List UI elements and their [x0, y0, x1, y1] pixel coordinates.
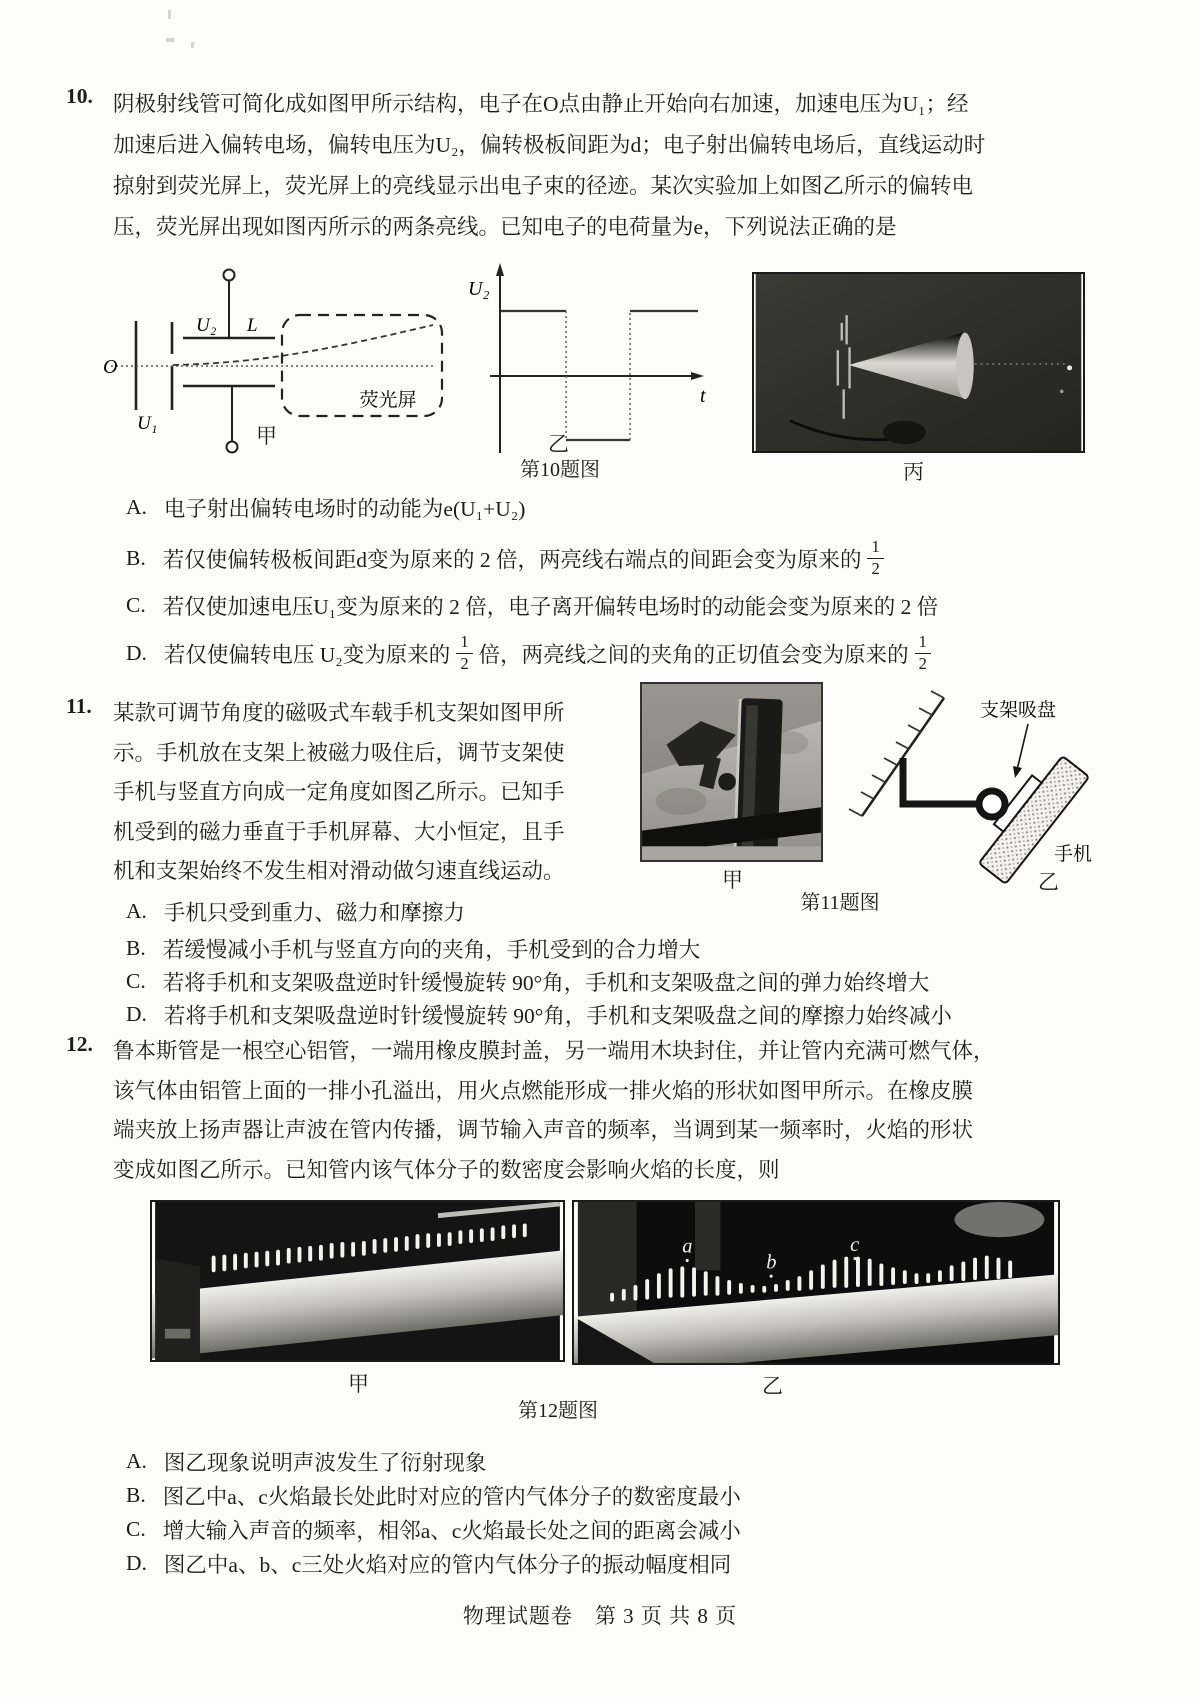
q10-sublabel-jia: 甲 — [256, 424, 277, 448]
option-text: 若将手机和支架吸盘逆时针缓慢旋转 90°角，手机和支架吸盘之间的弹力始终增大 — [162, 971, 930, 995]
question-10-stem — [66, 84, 1156, 248]
option-text: 电子射出偏转电场时的动能为e(U₁+U₂) — [163, 497, 526, 521]
scan-speck — [166, 38, 174, 42]
stem-line: 机和支架始终不发生相对滑动做匀速直线运动。 — [113, 859, 565, 883]
q12-sublabel-jia: 甲 — [348, 1372, 369, 1396]
q12-sublabel-yi: 乙 — [762, 1374, 783, 1398]
y-axis-arrow — [496, 263, 504, 276]
option-text: 图乙现象说明声波发生了衍射现象 — [163, 1451, 487, 1475]
q11-sublabel-yi: 乙 — [1038, 870, 1059, 894]
q10-figure-yi-voltage-graph — [452, 255, 724, 460]
option-text: 若将手机和支架吸盘逆时针缓慢旋转 90°角，手机和支架吸盘之间的摩擦力始终减小 — [163, 1004, 952, 1028]
bracket-label: 支架吸盘 — [980, 700, 1057, 721]
q11-option-c: C. 若将手机和支架吸盘逆时针缓慢旋转 90°角，手机和支架吸盘之间的弹力始终增大 — [126, 966, 929, 997]
stem-line: 手机与竖直方向成一定角度如图乙所示。已知手 — [113, 780, 565, 804]
q10-option-a: A. 电子射出偏转电场时的动能为e(U₁+U₂) — [126, 492, 525, 523]
q10-sublabel-bing: 丙 — [903, 460, 924, 484]
fraction: $\frac{1}{2}$ — [456, 634, 472, 672]
stem-line: 端夹放上扬声器让声波在管内传播，调节输入声音的频率，当调到某一频率时，火焰的形状 — [113, 1118, 974, 1142]
label-L: L — [247, 315, 258, 336]
q12-figure-yi-photo — [572, 1200, 1060, 1365]
option-text: 增大输入声音的频率，相邻a、c火焰最长处之间的距离会减小 — [162, 1519, 741, 1543]
q10-sublabel-yi: 乙 — [548, 432, 569, 456]
ball-joint-ring — [979, 791, 1005, 817]
wall-hatching — [849, 691, 944, 816]
q12-figure-caption: 第12题图 — [518, 1400, 598, 1422]
q12-figure-jia-photo — [150, 1200, 565, 1362]
question-12-stem — [66, 1032, 1156, 1190]
scan-speck — [191, 42, 194, 48]
option-text: 若仅使偏转极板间距d变为原来的 2 倍，两亮线右端点的间距会变为原来的 — [162, 547, 862, 572]
label-O: O — [103, 356, 118, 378]
stem-line: 阴极射线管可简化成如图甲所示结构，电子在O点由静止开始向右加速，加速电压为U₁；经 — [113, 92, 969, 116]
background-streak — [695, 1202, 720, 1270]
option-text: 图乙中a、c火焰最长处此时对应的管内气体分子的数密度最小 — [162, 1485, 741, 1509]
q11-option-b: B. 若缓慢减小手机与竖直方向的夹角，手机受到的合力增大 — [126, 933, 700, 964]
q11-option-d: D. 若将手机和支架吸盘逆时针缓慢旋转 90°角，手机和支架吸盘之间的摩擦力始终减小 — [126, 999, 952, 1030]
x-axis-arrow — [691, 372, 704, 380]
stem-line: 掠射到荧光屏上，荧光屏上的亮线显示出电子束的径迹。某次实验加上如图乙所示的偏转电 — [113, 174, 974, 198]
q10-figure-bing-photo — [752, 272, 1085, 453]
question-11-number: 11. — [66, 694, 92, 718]
label-U1: U₁ — [137, 413, 158, 434]
fraction: $\frac{1}{2}$ — [867, 539, 883, 577]
q11-option-a: A. 手机只受到重力、磁力和摩擦力 — [126, 896, 465, 927]
label-screen: 荧光屏 — [359, 390, 417, 411]
stem-line: 压，荧光屏出现如图丙所示的两条亮线。已知电子的电荷量为e，下列说法正确的是 — [113, 215, 897, 239]
stem-line: 加速后进入偏转电场，偏转电压为U₂，偏转极板间距为d；电子射出偏转电场后，直线运动时 — [113, 133, 986, 157]
x-axis-label: t — [700, 385, 706, 407]
option-text: 若仅使加速电压U₁变为原来的 2 倍，电子离开偏转电场时的动能会变为原来的 2 倍 — [162, 595, 939, 619]
stem-line: 变成如图乙所示。已知管内该气体分子的数密度会影响火焰的长度，则 — [113, 1157, 780, 1182]
q11-figure-jia-photo — [640, 682, 823, 862]
q10-option-d: D. 若仅使偏转电压 U₂变为原来的 $\frac{1}{2}$ 倍，两亮线之间的夹角的正切值会变为原来的 $\frac{1}{2}$ — [126, 626, 937, 680]
option-text: 若缓慢减小手机与竖直方向的夹角，手机受到的合力增大 — [162, 938, 701, 962]
letter-c: c — [850, 1233, 860, 1256]
terminal-circle-bottom — [227, 442, 238, 453]
stem-line: 机受到的磁力垂直于手机屏幕、大小恒定，且手 — [113, 819, 565, 844]
bracket-arm — [903, 758, 980, 804]
q12-option-a: A. 图乙现象说明声波发生了衍射现象 — [126, 1446, 486, 1477]
q11-sublabel-jia: 甲 — [722, 868, 743, 892]
q10-option-b: B. 若仅使偏转极板间距d变为原来的 2 倍，两亮线右端点的间距会变为原来的 $\frac{1}{2}$ — [126, 531, 890, 585]
fraction: $\frac{1}{2}$ — [915, 634, 931, 672]
terminal-circle-top — [224, 270, 235, 281]
stem-line: 鲁本斯管是一根空心铝管，一端用橡皮膜封盖，另一端用木块封住，并让管内充满可燃气体， — [113, 1039, 995, 1063]
q10-figure-caption: 第10题图 — [520, 459, 600, 481]
stem-line: 该气体由铝管上面的一排小孔溢出，用火点燃能形成一排火焰的形状如图甲所示。在橡皮膜 — [113, 1078, 974, 1103]
bright-blob — [955, 1202, 1045, 1237]
q11-figure-caption: 第11题图 — [800, 892, 880, 914]
page-footer: 物理试题卷 第 3 页 共 8 页 — [462, 1604, 738, 1628]
option-text: 若仅使偏转电压 U₂变为原来的 — [163, 642, 451, 667]
scan-speck — [168, 10, 171, 19]
q12-option-d: D. 图乙中a、b、c三处火焰对应的管内气体分子的振动幅度相同 — [126, 1548, 731, 1579]
phone-label: 手机 — [1054, 844, 1093, 865]
q10-option-c: C. 若仅使加速电压U₁变为原来的 2 倍，电子离开偏转电场时的动能会变为原来的 2 倍 — [126, 590, 938, 621]
option-text: 倍，两亮线之间的夹角的正切值会变为原来的 — [478, 642, 909, 667]
q11-figure-yi-diagram — [832, 688, 1094, 884]
y-axis-label: U₂ — [468, 278, 490, 300]
option-text: 图乙中a、b、c三处火焰对应的管内气体分子的振动幅度相同 — [163, 1553, 732, 1577]
stem-line: 某款可调节角度的磁吸式车载手机支架如图甲所 — [113, 701, 565, 725]
letter-b: b — [766, 1251, 777, 1274]
stem-line: 示。手机放在支架上被磁力吸住后，调节支架使 — [113, 740, 565, 765]
question-10-number: 10. — [66, 84, 93, 108]
tube-end-block — [155, 1259, 200, 1360]
bracket-arrow — [1017, 724, 1028, 770]
q12-option-b: B. 图乙中a、c火焰最长处此时对应的管内气体分子的数密度最小 — [126, 1480, 741, 1511]
question-12-number: 12. — [66, 1032, 93, 1056]
label-U2: U₂ — [196, 315, 217, 336]
q12-option-c: C. 增大输入声音的频率，相邻a、c火焰最长处之间的距离会减小 — [126, 1514, 741, 1545]
question-11-stem — [66, 694, 626, 892]
option-text: 手机只受到重力、磁力和摩擦力 — [163, 901, 465, 925]
letter-a: a — [682, 1235, 693, 1258]
